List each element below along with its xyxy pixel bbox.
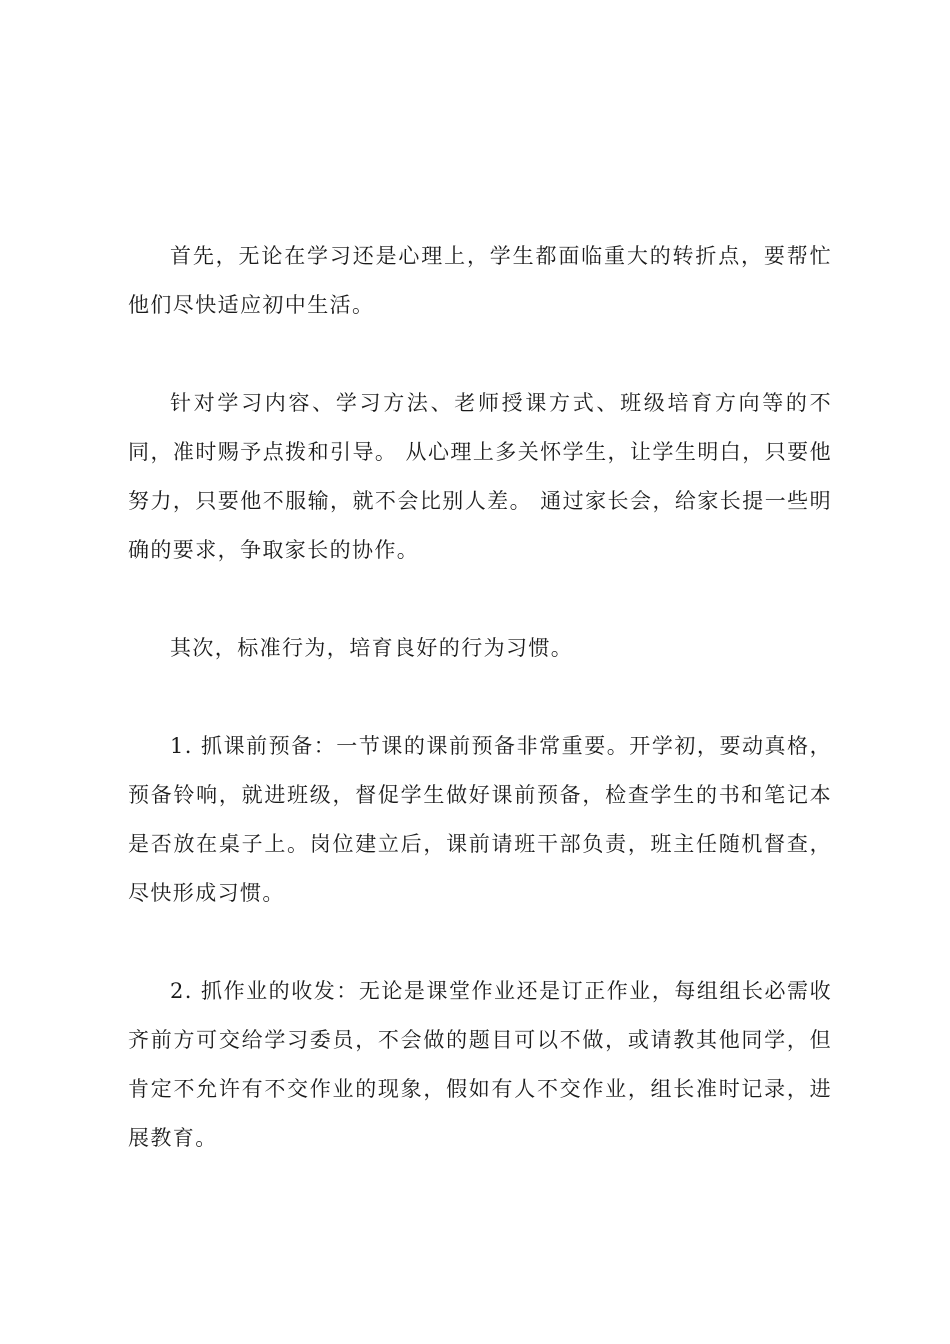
paragraph-behavior-heading: 其次，标准行为，培育良好的行为习惯。 [170, 636, 574, 660]
paragraph-transition: 首先，无论在学习还是心理上，学生都面临重大的转折点，要帮忙他们尽快适应初中生活。 [128, 244, 832, 317]
paragraph-item-1: 1. 抓课前预备：一节课的课前预备非常重要。开学初，要动真格，预备铃响，就进班级，督促学生做好课前预备，检查学生的书和笔记本是否放在桌子上。岗位建立后，课前请班干部负责，班主任随机督查，尽快形成习惯。 [128, 734, 832, 905]
paragraph-spacer [128, 575, 832, 624]
paragraph-spacer [128, 330, 832, 379]
paragraph-spacer [128, 918, 832, 967]
paragraph-item-2: 2. 抓作业的收发：无论是课堂作业还是订正作业，每组组长必需收齐前方可交给学习委员，不会做的题目可以不做，或请教其他同学，但肯定不允许有不交作业的现象，假如有人不交作业，组长准时记录，进展教育。 [128, 979, 832, 1150]
paragraph-spacer [128, 673, 832, 722]
document-body [128, 232, 832, 1163]
paragraph-guidance: 针对学习内容、学习方法、老师授课方式、班级培育方向等的不同，准时赐予点拨和引导。 从心理上多关怀学生，让学生明白，只要他努力，只要他不服输，就不会比别人差。 通过家长会，给家长提一些明确的要求，争取家长的协作。 [128, 391, 832, 562]
